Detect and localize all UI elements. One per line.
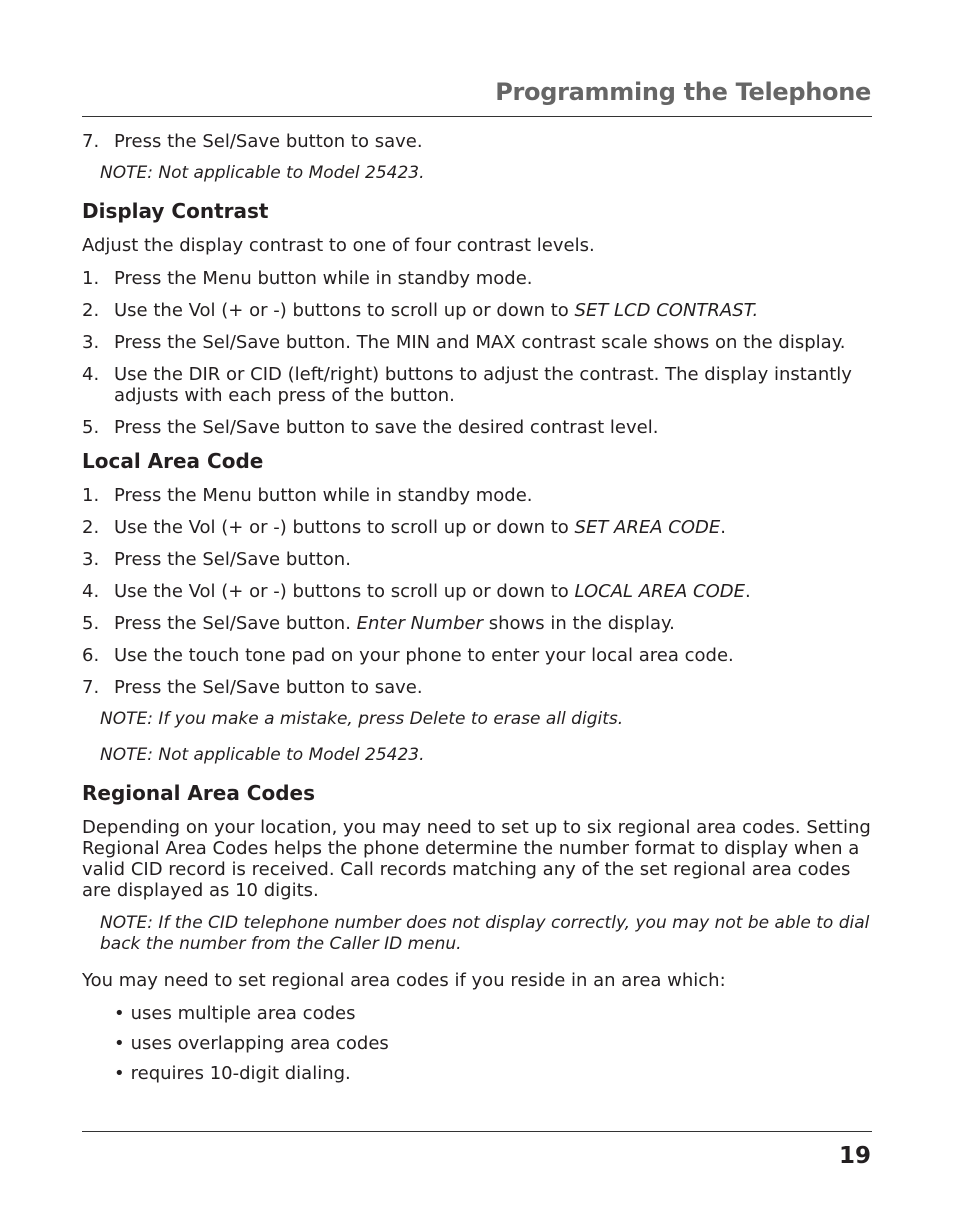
list-item xyxy=(82,645,872,666)
note: NOTE: If the CID telephone number does not display correctly, you may not be able to dial back the number from the Caller ID menu. xyxy=(100,913,870,954)
step-text: Press the Sel/Save button to save. xyxy=(114,131,423,152)
section-heading-display-contrast: Display Contrast xyxy=(82,199,269,223)
step-text: Press the Sel/Save button to save the desired contrast level. xyxy=(114,417,659,438)
step-text-part: . xyxy=(745,581,751,602)
step-text xyxy=(114,517,872,538)
step-text-part: Use the Vol (+ or -) buttons to scroll up or down to xyxy=(114,581,575,602)
step-text: Press the Sel/Save button. xyxy=(114,549,351,570)
page-content xyxy=(82,131,872,1093)
list-item xyxy=(82,364,872,406)
step-number: 7. xyxy=(82,677,100,698)
step-number: 1. xyxy=(82,485,100,506)
step-text: Use the touch tone pad on your phone to enter your local area code. xyxy=(114,645,734,666)
note: NOTE: Not applicable to Model 25423. xyxy=(100,745,425,765)
footer-rule xyxy=(82,1131,872,1132)
step-number: 4. xyxy=(82,581,100,602)
section-heading-local-area-code: Local Area Code xyxy=(82,449,264,473)
page-header-title: Programming the Telephone xyxy=(495,78,871,106)
list-item xyxy=(82,131,872,152)
step-number: 2. xyxy=(82,300,100,321)
note: NOTE: If you make a mistake, press Delete to erase all digits. xyxy=(100,709,624,729)
list-item xyxy=(82,332,872,353)
list-item xyxy=(82,677,872,698)
list-item xyxy=(82,268,872,289)
step-number: 3. xyxy=(82,549,100,570)
step-text: Press the Sel/Save button to save. xyxy=(114,677,423,698)
header-rule xyxy=(82,116,872,117)
step-text-part: Use the Vol (+ or -) buttons to scroll up or down to xyxy=(114,517,575,538)
step-text: Press the Sel/Save button. The MIN and MAX contrast scale shows on the display. xyxy=(114,332,846,353)
step-text xyxy=(114,581,872,602)
step-text xyxy=(114,613,872,634)
bullet-item: • uses multiple area codes xyxy=(114,1003,872,1024)
list-item xyxy=(82,300,872,321)
step-text: Use the DIR or CID (left/right) buttons to adjust the contrast. The display instantly adjusts with each press of the button. xyxy=(114,364,852,406)
step-text-part: Use the Vol (+ or -) buttons to scroll up or down to xyxy=(114,300,575,321)
list-item xyxy=(82,485,872,506)
list-item xyxy=(82,417,872,438)
bullet-item: • uses overlapping area codes xyxy=(114,1033,872,1054)
step-number: 4. xyxy=(82,364,100,385)
step-text xyxy=(114,300,872,321)
menu-option-text: SET LCD CONTRAST. xyxy=(574,300,759,321)
step-number: 5. xyxy=(82,417,100,438)
menu-option-text: LOCAL AREA CODE xyxy=(574,581,745,602)
note: NOTE: Not applicable to Model 25423. xyxy=(100,163,425,183)
menu-option-text: SET AREA CODE xyxy=(574,517,721,538)
step-number: 1. xyxy=(82,268,100,289)
section-heading-regional-area-codes: Regional Area Codes xyxy=(82,781,315,805)
step-number: 6. xyxy=(82,645,100,666)
list-item xyxy=(82,517,872,538)
page-number: 19 xyxy=(838,1143,871,1169)
section-paragraph: Depending on your location, you may need to set up to six regional area codes. Setting Regional Area Codes helps the phone determine the number format to display when a valid CID record is received. Call records matching any of the set regional area codes are displayed as 10 digits. xyxy=(82,817,871,901)
step-number: 2. xyxy=(82,517,100,538)
list-item xyxy=(82,549,872,570)
step-text-part: Press the Sel/Save button. xyxy=(114,613,357,634)
section-lead: You may need to set regional area codes if you reside in an area which: xyxy=(82,970,726,991)
step-number: 5. xyxy=(82,613,100,634)
step-number: 3. xyxy=(82,332,100,353)
step-text-part: . xyxy=(720,517,726,538)
step-text: Press the Menu button while in standby mode. xyxy=(114,485,533,506)
display-message-text: Enter Number xyxy=(356,613,483,634)
section-intro: Adjust the display contrast to one of four contrast levels. xyxy=(82,235,595,256)
step-number: 7. xyxy=(82,131,100,152)
step-text: Press the Menu button while in standby mode. xyxy=(114,268,533,289)
step-text-part: shows in the display. xyxy=(482,613,675,634)
list-item xyxy=(82,581,872,602)
list-item xyxy=(82,613,872,634)
bullet-item: • requires 10-digit dialing. xyxy=(114,1063,872,1084)
